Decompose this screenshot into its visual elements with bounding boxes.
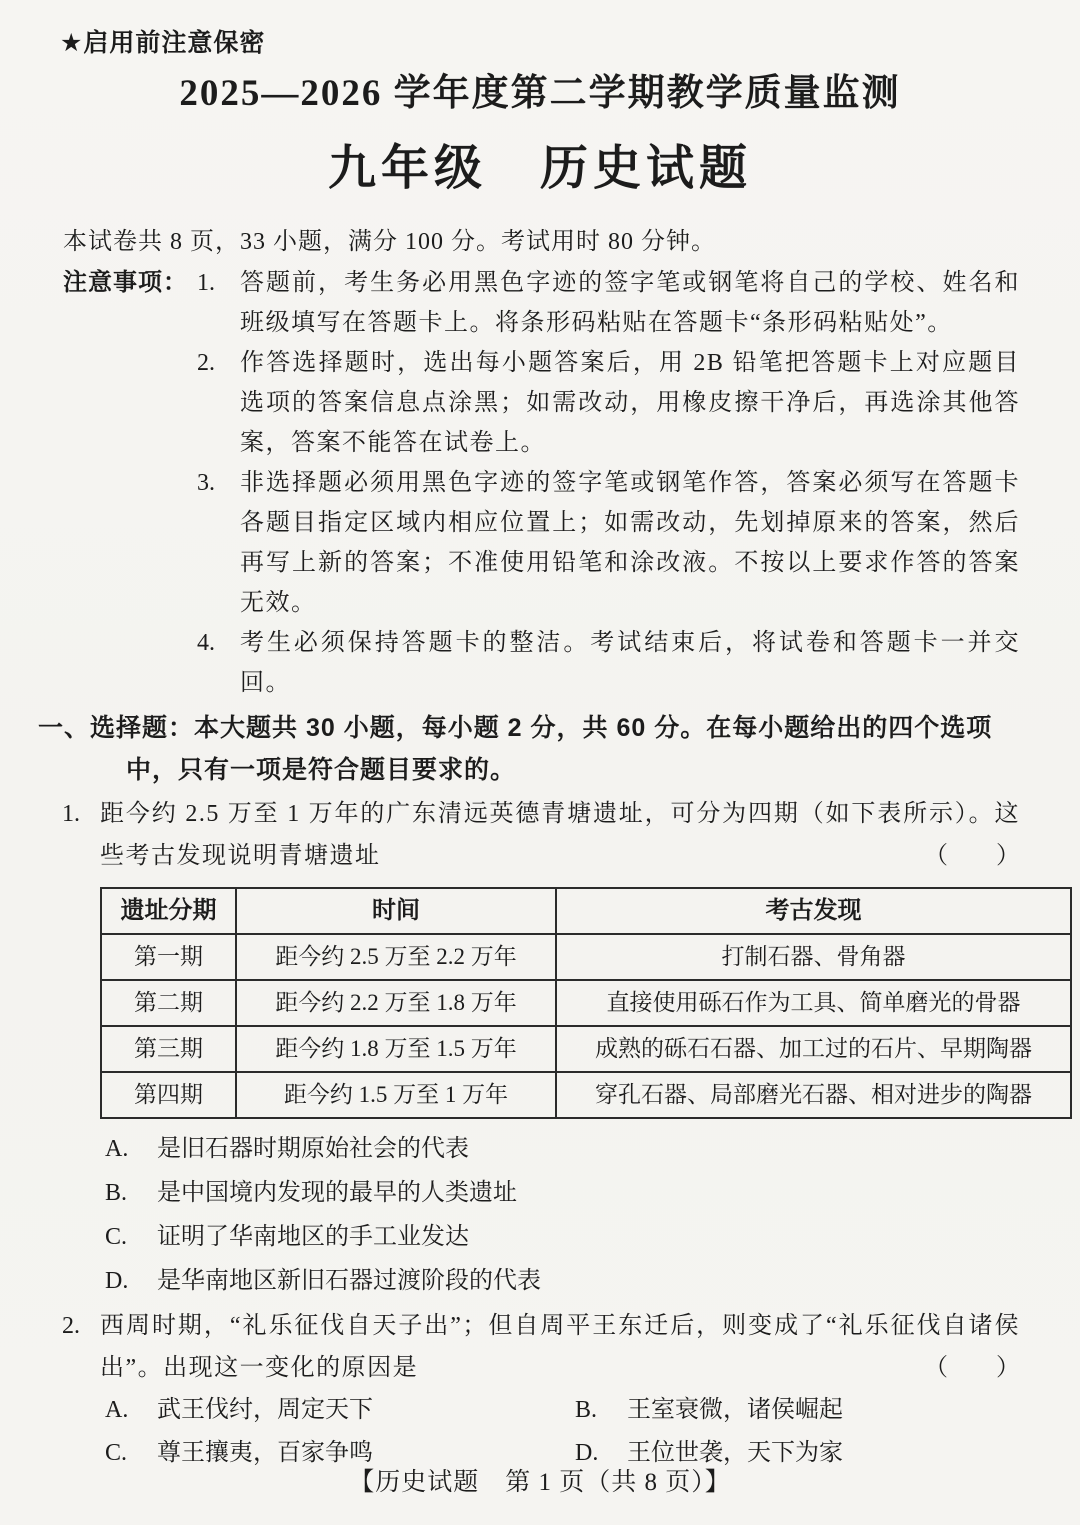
note-number: 3. — [197, 470, 215, 496]
table-row — [101, 1072, 1071, 1118]
option-label: C. — [105, 1440, 128, 1466]
cell-phase: 第四期 — [101, 1072, 236, 1118]
note-item-2 — [197, 343, 1020, 463]
question-number: 2. — [62, 1313, 80, 1339]
option-label: B. — [575, 1397, 598, 1423]
question-1 — [60, 793, 1032, 1303]
section-one-heading: 一、选择题：本大题共 30 小题，每小题 2 分，共 60 分。在每小题给出的四个选项中，只有一项是符合题目要求的。 — [38, 714, 993, 784]
note-number: 2. — [197, 350, 215, 376]
question-2-stem — [60, 1305, 1020, 1389]
answer-bracket: （ ） — [924, 843, 1020, 869]
question-1-option-a — [105, 1127, 1020, 1171]
note-text: 非选择题必须用黑色字迹的签字笔或钢笔作答，答案必须写在答题卡各题目指定区域内相应位置上；如需改动，先划掉原来的答案，然后再写上新的答案；不准使用铅笔和涂改液。不按以上要求作答的答案无效。 — [240, 470, 1020, 616]
column-header-time: 时间 — [236, 888, 556, 934]
option-text: 武王伐纣，周定天下 — [157, 1397, 373, 1423]
question-2-option-a — [105, 1389, 575, 1432]
note-item-1 — [197, 263, 1020, 343]
option-label: B. — [105, 1180, 128, 1206]
option-text: 证明了华南地区的手工业发达 — [157, 1224, 469, 1250]
notes-section — [63, 263, 1020, 703]
question-2 — [60, 1305, 1020, 1475]
cell-findings: 成熟的砾石石器、加工过的石片、早期陶器 — [556, 1026, 1071, 1072]
option-text: 尊王攘夷，百家争鸣 — [157, 1440, 373, 1466]
option-label: C. — [105, 1224, 128, 1250]
cell-findings: 穿孔石器、局部磨光石器、相对进步的陶器 — [556, 1072, 1071, 1118]
notes-items — [197, 263, 1020, 703]
cell-findings: 打制石器、骨角器 — [556, 934, 1071, 980]
question-text: 西周时期，“礼乐征伐自天子出”；但自周平王东迁后，则变成了“礼乐征伐自诸侯出”。出现这一变化的原因是 — [100, 1313, 1020, 1381]
cell-time: 距今约 2.2 万至 1.8 万年 — [236, 980, 556, 1026]
table-header-row — [101, 888, 1071, 934]
column-header-phase: 遗址分期 — [101, 888, 236, 934]
relic-periods-table — [100, 887, 1072, 1119]
question-1-option-c — [105, 1215, 1020, 1259]
option-label: D. — [575, 1440, 599, 1466]
note-item-4 — [197, 623, 1020, 703]
question-text: 距今约 2.5 万至 1 万年的广东清远英德青塘遗址，可分为四期（如下表所示）。这些考古发现说明青塘遗址 — [100, 801, 1020, 869]
option-text: 王室衰微，诸侯崛起 — [627, 1397, 843, 1423]
option-text: 王位世袭，天下为家 — [627, 1440, 843, 1466]
question-text-wrap — [100, 793, 1020, 877]
cell-time: 距今约 2.5 万至 2.2 万年 — [236, 934, 556, 980]
note-text: 作答选择题时，选出每小题答案后，用 2B 铅笔把答题卡上对应题目选项的答案信息点涂黑；如需改动，用橡皮擦干净后，再选涂其他答案，答案不能答在试卷上。 — [240, 350, 1020, 456]
security-notice: ★启用前注意保密 — [60, 29, 266, 57]
note-number: 4. — [197, 630, 215, 656]
cell-phase: 第三期 — [101, 1026, 236, 1072]
exam-summary: 本试卷共 8 页，33 小题，满分 100 分。考试用时 80 分钟。 — [63, 229, 716, 255]
page-footer: 【历史试题 第 1 页（共 8 页）】 — [349, 1469, 731, 1496]
question-1-option-b — [105, 1171, 1020, 1215]
paper-title: 九年级 历史试题 — [327, 142, 752, 195]
option-text: 是华南地区新旧石器过渡阶段的代表 — [157, 1268, 541, 1294]
cell-findings: 直接使用砾石作为工具、简单磨光的骨器 — [556, 980, 1071, 1026]
table-row — [101, 934, 1071, 980]
note-text: 答题前，考生务必用黑色字迹的签字笔或钢笔将自己的学校、姓名和班级填写在答题卡上。将条形码粘贴在答题卡“条形码粘贴处”。 — [240, 270, 1020, 336]
table-row — [101, 980, 1071, 1026]
question-number: 1. — [62, 801, 80, 827]
question-1-options — [105, 1127, 1020, 1303]
question-1-stem — [60, 793, 1020, 877]
option-text: 是旧石器时期原始社会的代表 — [157, 1136, 469, 1162]
question-text-wrap — [100, 1305, 1020, 1389]
option-label: A. — [105, 1136, 129, 1162]
option-label: A. — [105, 1397, 129, 1423]
exam-session-title: 2025—2026 学年度第二学期教学质量监测 — [179, 73, 901, 114]
option-label: D. — [105, 1268, 129, 1294]
note-number: 1. — [197, 270, 215, 296]
cell-phase: 第一期 — [101, 934, 236, 980]
table-row — [101, 1026, 1071, 1072]
cell-phase: 第二期 — [101, 980, 236, 1026]
cell-time: 距今约 1.5 万至 1 万年 — [236, 1072, 556, 1118]
option-text: 是中国境内发现的最早的人类遗址 — [157, 1180, 517, 1206]
column-header-findings: 考古发现 — [556, 888, 1071, 934]
note-text: 考生必须保持答题卡的整洁。考试结束后，将试卷和答题卡一并交回。 — [240, 630, 1020, 696]
answer-bracket: （ ） — [924, 1355, 1020, 1381]
note-item-3 — [197, 463, 1020, 623]
question-2-option-b — [575, 1389, 1020, 1432]
cell-time: 距今约 1.8 万至 1.5 万年 — [236, 1026, 556, 1072]
notes-label: 注意事项： — [63, 269, 188, 296]
question-1-option-d — [105, 1259, 1020, 1303]
